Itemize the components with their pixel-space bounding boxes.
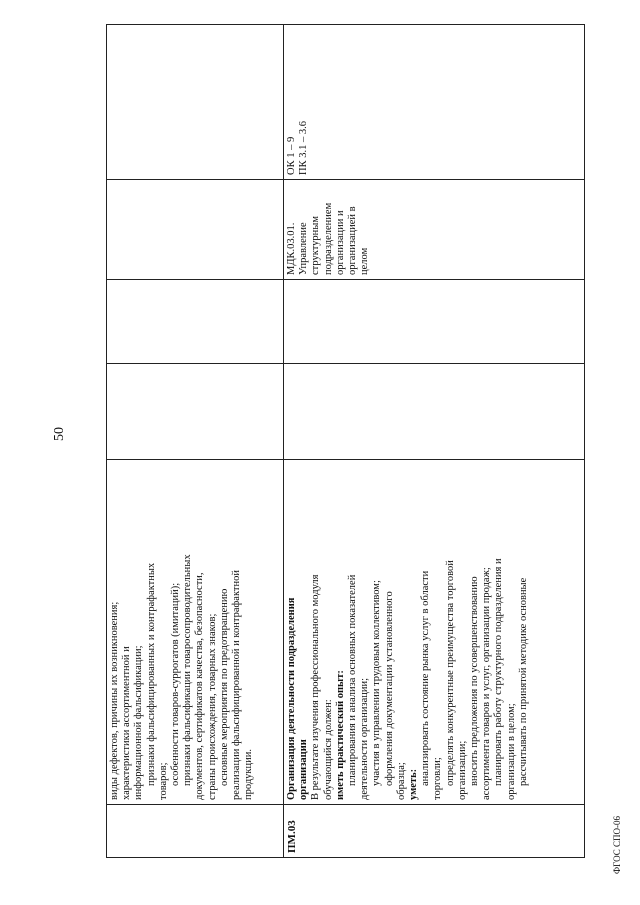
description-line: документов, сертификатов качества, безопасности, bbox=[194, 572, 206, 800]
description-line: страны происхождения, товарных знаков; bbox=[206, 613, 218, 800]
competencies-ok: ОК 1 – 9 bbox=[286, 136, 297, 175]
skills-line: анализировать состояние рынка услуг в области bbox=[420, 570, 432, 786]
module-title: организации bbox=[298, 739, 310, 800]
description-line: информационной фальсификации; bbox=[133, 645, 145, 800]
code-cell bbox=[107, 805, 284, 858]
description-line: виды дефектов, причины их возникновения; bbox=[109, 601, 120, 800]
skills-line: определять конкурентные преимущества торговой bbox=[444, 560, 456, 786]
empty-cell bbox=[107, 280, 284, 364]
description-line: характеристики ассортиментной и bbox=[121, 646, 133, 800]
skills-line: ассортимента товаров и услуг, организации продаж; bbox=[481, 567, 493, 800]
empty-cell bbox=[284, 280, 585, 364]
mdk-cell bbox=[284, 180, 585, 280]
page-number: 50 bbox=[52, 427, 67, 441]
skills-heading: уметь: bbox=[408, 768, 420, 800]
curriculum-table bbox=[106, 25, 582, 858]
experience-heading: иметь практический опыт: bbox=[334, 670, 346, 800]
competencies-cell bbox=[284, 25, 585, 180]
experience-line: оформления документации установленного bbox=[383, 591, 395, 786]
description-line: признаки фальсифицированных и контрафактных bbox=[145, 562, 157, 786]
module-description bbox=[284, 460, 585, 805]
intro-line: В результате изучения профессионального модуля bbox=[310, 574, 322, 800]
competencies-pk: ПК 3.1 – 3.6 bbox=[298, 121, 310, 175]
table-row bbox=[284, 25, 585, 858]
description-cell bbox=[107, 460, 284, 805]
empty-cell bbox=[284, 364, 585, 460]
intro-line: обучающийся должен: bbox=[322, 699, 334, 800]
experience-line: участия в управлении трудовым коллективом; bbox=[371, 580, 383, 786]
experience-line: планирования и анализа основных показателей bbox=[347, 574, 359, 786]
mdk-text: МДК.03.01. Управление структурным подразделением организации и организацией в целом bbox=[286, 202, 371, 275]
experience-line: деятельности организации; bbox=[359, 677, 371, 800]
table-row bbox=[107, 25, 284, 858]
empty-cell bbox=[107, 364, 284, 460]
skills-line: организации; bbox=[456, 740, 468, 800]
empty-cell bbox=[107, 180, 284, 280]
skills-line: планировать работу структурного подразделения и bbox=[493, 558, 505, 786]
skills-line: вносить предложения по усовершенствованию bbox=[469, 576, 481, 786]
skills-line: торговли; bbox=[432, 757, 444, 800]
footer-label: ФГОС СПО-06 bbox=[612, 816, 622, 874]
description-line: особенности товаров-суррогатов (имитаций); bbox=[170, 582, 182, 786]
experience-line: образца; bbox=[395, 762, 407, 800]
skills-line: рассчитывать по принятой методике основные bbox=[517, 577, 529, 786]
description-line: реализации фальсифицированной и контрафактной bbox=[231, 570, 243, 800]
description-line: продукции. bbox=[243, 749, 255, 800]
skills-line: организации в целом; bbox=[505, 703, 517, 800]
module-code: ПМ.03 bbox=[284, 805, 585, 858]
empty-cell bbox=[107, 25, 284, 180]
module-title: Организация деятельности подразделения bbox=[286, 597, 297, 800]
description-line: товаров; bbox=[157, 762, 169, 800]
description-line: признаки фальсификации товаросопроводительных bbox=[182, 554, 194, 786]
description-line: основные мероприятия по предотвращению bbox=[218, 588, 230, 786]
